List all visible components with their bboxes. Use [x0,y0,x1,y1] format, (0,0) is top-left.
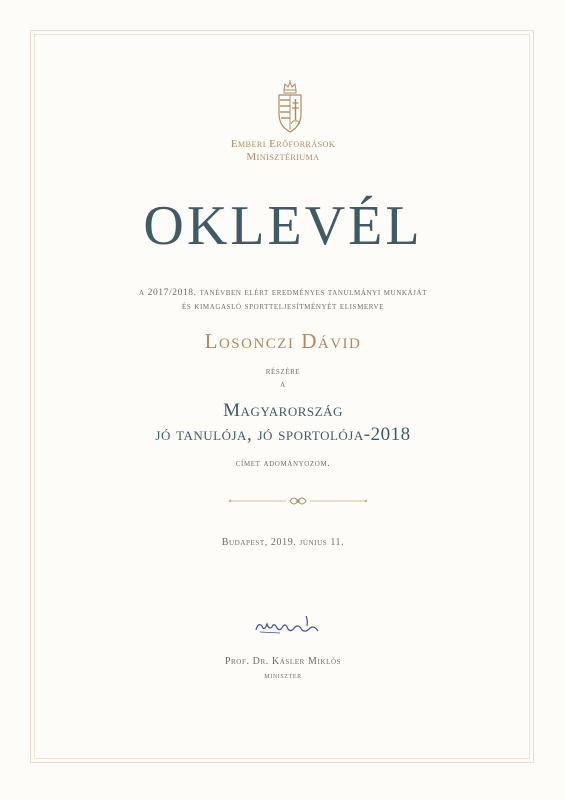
recognition-text-line2: és kimagasló sportteljesítményét elismerve [181,302,385,312]
recognition-text-line1: a 2017/2018. tanévben elért eredményes tanulmányi munkáját [138,288,428,298]
ministry-name-line2: Minisztériuma [246,151,320,163]
issue-date: Budapest, 2019. június 11. [221,537,345,548]
ornamental-divider-icon [228,494,368,508]
recipient-name: Losonczi Dávid [204,329,362,353]
reszere-text: részére [265,367,301,377]
article-a-text: a [280,380,286,390]
hungarian-coat-of-arms-icon [275,80,305,134]
conferral-text: címet adományozom. [235,459,331,469]
signer-title: miniszter [264,670,302,680]
award-title-line1: Magyarország [223,400,343,421]
ministry-name-line1: Emberi Erőforrások [230,138,336,150]
award-title-line2: jó tanulója, jó sportolója-2018 [155,424,411,445]
signer-name: Prof. Dr. Kásler Miklós [224,656,342,667]
handwritten-signature [250,608,330,638]
page-title: OKLEVÉL [143,195,423,257]
